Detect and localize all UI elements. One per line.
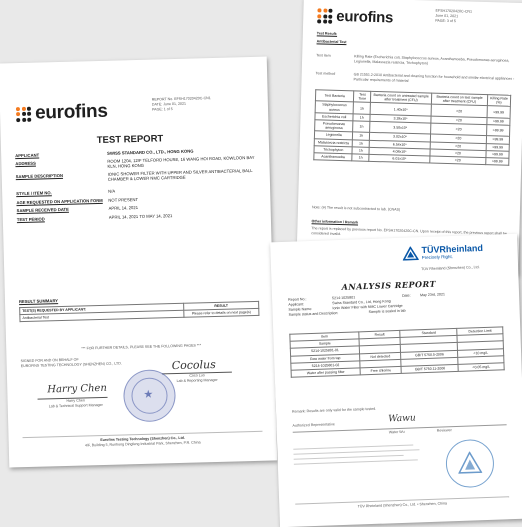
report-meta	[435, 9, 521, 26]
test-method-row	[315, 71, 515, 87]
continued-note: *** FOR FURTHER DETAILS, PLEASE SEE THE FOLLOWING PAGES ***	[81, 343, 202, 351]
page-number: PAGE: 1 of 5	[151, 107, 173, 112]
table-cell: Trichophyton	[314, 146, 353, 154]
fine-print-line	[294, 459, 418, 464]
table-cell: 1h	[353, 132, 370, 140]
tuv-tagline: Precisely Right.	[421, 254, 454, 261]
fine-print	[293, 441, 424, 465]
report-no: EFSH17020420C-CN1	[435, 8, 473, 14]
field-value: May 23rd, 2021	[419, 292, 446, 298]
eurofins-logo	[16, 101, 108, 125]
table-header: Result	[359, 330, 400, 339]
table-cell: 3.02x10⁵	[369, 133, 430, 142]
other-info-text: The report is replaced by previous report No. EFSH17020420C-CN. Upon receipt of this report, the previous report shall be considered invalid.	[311, 226, 507, 237]
table-cell: 1h	[353, 114, 370, 122]
signature-water-wu: Wawu	[388, 413, 416, 425]
tuv-logo	[402, 243, 483, 261]
table-cell: Water after passing filter	[291, 368, 360, 378]
table-cell: <20	[430, 134, 486, 143]
bacteria-table	[313, 89, 511, 166]
table-header: Killing Rate (%)	[487, 95, 510, 107]
table-cell: Escherichia coli	[315, 113, 354, 121]
result-summary-heading: RESULT SUMMARY	[18, 298, 59, 305]
signer2-name: Coco Luo	[189, 373, 205, 378]
table-cell: >99.99	[486, 143, 509, 151]
test-report-page-1	[0, 57, 277, 468]
analysis-title: ANALYSIS REPORT	[341, 278, 437, 292]
table-cell: <20	[431, 123, 487, 136]
tuv-seal-triangle-icon	[458, 451, 483, 474]
test-item-row	[316, 53, 516, 69]
report-date: June 01, 2021	[163, 101, 187, 107]
field-value: N/A	[108, 188, 116, 194]
table-cell: <20	[430, 156, 486, 165]
table-cell: <0.05 mg/L	[458, 363, 504, 372]
report-fields	[15, 147, 257, 226]
field-label: ADDRESS	[15, 160, 36, 166]
signer1-title: Lab & Technical Support Manager	[48, 402, 103, 409]
table-cell: Acanthamoeba	[314, 153, 353, 161]
table-header: Detection Limit	[457, 327, 503, 336]
field-label: Date:	[401, 293, 411, 298]
fine-print-line	[294, 455, 404, 460]
table-header: Bacteria count on test sample after treatment (CFU)	[431, 93, 487, 106]
eurofins-dots-icon	[317, 8, 332, 23]
report-title: TEST REPORT	[96, 133, 164, 147]
field-value: NOT PRESENT	[108, 196, 139, 203]
table-cell: <20	[431, 104, 487, 117]
table-cell: <10 mg/L	[458, 348, 504, 357]
tuv-triangle-icon	[402, 246, 418, 261]
field-label: SAMPLE RECEIVED DATE	[16, 206, 69, 214]
table-cell: 4.08x10⁵	[369, 147, 430, 156]
stamp-star-icon: ★	[143, 388, 154, 401]
signed-for: SIGNED FOR AND ON BEHALF OF	[20, 357, 79, 364]
table-header: RESULT	[184, 301, 259, 310]
table-cell: 6.54x10⁵	[369, 140, 430, 149]
table-header: Test Time	[354, 91, 371, 103]
field-label: Applicant:	[288, 302, 305, 307]
table-cell: >99.99	[487, 117, 510, 125]
table-header: Standard	[400, 328, 457, 337]
table-cell: <20	[431, 116, 487, 125]
field-value: 5214-1025801	[332, 295, 356, 301]
field-label: Sample status and Description:	[288, 311, 339, 317]
table-cell: GB/T 5750.11-2006	[401, 364, 458, 373]
field-value: IONIC SHOWER FILTER WITH UPPER AND SILVER ANTIBACTERIAL BALL CHAMBER & LOWER NMC CARTRIDGE	[107, 167, 253, 183]
field-value: Swiss Standard Co., Ltd, Hong Kong	[332, 299, 391, 306]
signature-harry-chen: Harry Chen	[47, 382, 107, 396]
tuv-footer: TÜV Rheinland (Shenzhen) Co., Ltd. • Shenzhen, China	[357, 501, 448, 509]
field-value: Ionic Water Filter with NMC Lower Cartridge	[332, 303, 403, 311]
test-item-label: Test item	[316, 53, 331, 58]
table-cell: <20	[430, 149, 486, 158]
eurofins-wordmark: eurofins	[336, 7, 394, 27]
table-header: Test Bacteria	[315, 90, 354, 102]
table-cell: Please refer to details on next page(s)	[184, 309, 259, 318]
signer1-name: Harry Chen	[66, 398, 85, 403]
field-label: Report No.:	[288, 297, 307, 302]
table-cell: 3.28x10⁵	[370, 114, 431, 123]
authorized-label: Authorized Representative	[292, 422, 335, 428]
table-cell: >99.99	[486, 150, 509, 158]
analysis-remark: Remark: Results are only valid for the sample tested.	[291, 406, 377, 414]
table-cell: 5214-1025801-01	[290, 346, 359, 356]
signing-company: EUROFINS TESTING TECHNOLOGY (SHENZHEN) CO., LTD.	[20, 361, 122, 369]
table-cell: Raw water from tap	[291, 353, 360, 363]
footer-address: 4/F, Building 5, Runhong Dingfeng Industrial Park, Shenzhen, P.R. China	[84, 440, 201, 448]
table-cell: 6.01x10⁵	[369, 154, 430, 163]
field-value: APRIL 14, 2021	[108, 205, 139, 211]
table-cell: Sample	[290, 339, 359, 349]
fine-print-line	[293, 445, 413, 450]
signer2-title: Lab & Reporting Manager	[176, 377, 218, 384]
table-cell: 1h	[353, 140, 370, 148]
table-cell: >99.99	[487, 106, 510, 118]
table-cell: Antibacterial Test	[20, 311, 184, 322]
company-stamp	[123, 369, 176, 422]
table-cell: 1h	[354, 102, 371, 114]
date-label: DATE:	[151, 102, 163, 107]
signer1-block	[36, 398, 116, 410]
table-cell: GB/T 5750.5-2006	[401, 350, 458, 359]
table-note: Note: (#) The result is not subcontracted to lab. (CNAS)	[311, 205, 401, 212]
fine-print-line	[293, 449, 419, 454]
table-cell: Legionella	[314, 131, 353, 139]
table-cell: 1.40x10⁵	[370, 103, 431, 116]
eurofins-logo	[317, 7, 393, 26]
table-cell: Staphylococcus aureus	[315, 101, 354, 113]
other-info-heading: Other information / Remark	[311, 219, 359, 225]
table-cell: >99.99	[486, 125, 509, 137]
table-cell: Pseudomonas aeruginosa	[315, 120, 354, 132]
table-cell: 1h	[352, 147, 369, 155]
field-label: Sample Name:	[288, 306, 313, 312]
signature-coco-luo: Cocolus	[171, 358, 216, 373]
table-cell: 3.50x10⁵	[370, 121, 431, 134]
test-method-label: Test method	[315, 71, 336, 76]
result-summary-table	[19, 301, 259, 323]
signer-name: Water Wu	[388, 429, 405, 435]
eurofins-dots-icon	[16, 106, 31, 121]
report-no-label: REPORT No.	[151, 97, 174, 102]
test-method-value: GB 21551.2-2010 Antibacterial and cleaning function for household and similar electrical appliances - Particular requirements of material	[353, 72, 515, 83]
table-cell: Free chlorine	[360, 366, 401, 375]
tuv-wordmark: TÜVRheinland	[421, 242, 484, 256]
tuv-company: TÜV Rheinland (Shenzhen) Co., Ltd.	[421, 265, 480, 272]
analysis-report	[270, 234, 522, 527]
signer-title: Reviewer	[436, 428, 452, 433]
table-cell: >99.99	[486, 158, 509, 166]
table-cell: 1h	[352, 154, 369, 162]
table-cell: 5214-1025801-02	[291, 361, 360, 371]
table-cell: Malassezia restricta	[314, 138, 353, 146]
field-value: Sample is sealed in lab	[368, 308, 406, 315]
table-header: Bacteria count on untreated sample after treatment (CFU)	[371, 91, 432, 104]
analysis-table	[289, 326, 504, 378]
table-cell: <20	[430, 142, 486, 151]
eurofins-wordmark: eurofins	[34, 100, 108, 124]
table-cell: 1h	[353, 121, 370, 133]
analysis-fields	[288, 290, 509, 318]
table-cell: >99.99	[486, 136, 509, 144]
table-header: TEST(S) REQUESTED BY APPLICANT:	[20, 303, 184, 314]
table-header: Item	[290, 332, 359, 342]
report-date: June 01, 2021	[435, 13, 459, 19]
result-heading: Test Result:	[316, 31, 338, 36]
field-value: SWISS STANDARD CO., LTD., HONG KONG	[107, 148, 194, 156]
test-item-value: Killing Rate (Escherichia coli, Staphylococcus aureus, Acanthamoeba, Pseudomonas aeruginosa, Legionella, Malassezia restricta, Trichophyton)	[354, 54, 510, 66]
field-label: TEST PERIOD	[16, 216, 45, 222]
page-number: PAGE: 3 of 5	[435, 18, 456, 24]
result-subheading: Antibacterial Test	[316, 39, 347, 45]
field-label: AGE REQUESTED ON APPLICATION FORM	[16, 197, 103, 205]
field-label: APPLICANT	[15, 152, 40, 159]
field-value: APRIL 14, 2021 TO MAY 14, 2021	[108, 212, 173, 220]
field-value: ROOM 1204, 12/F TELFORD HOUSE, 16 WANG HOI ROAD, KOWLOON BAY KLN, HONG KONG	[107, 154, 255, 169]
table-cell: Not detected	[360, 352, 401, 361]
report-no: EFSH17020420C-CN1	[174, 96, 211, 101]
tuv-seal-stamp	[445, 439, 495, 489]
report-meta	[152, 95, 262, 113]
field-label: STYLE / ITEM NO.	[16, 190, 52, 197]
footer-company: Eurofins Testing Technology (Shenzhen) Co., Ltd.	[100, 435, 186, 443]
field-label: SAMPLE DESCRIPTION	[15, 172, 64, 179]
